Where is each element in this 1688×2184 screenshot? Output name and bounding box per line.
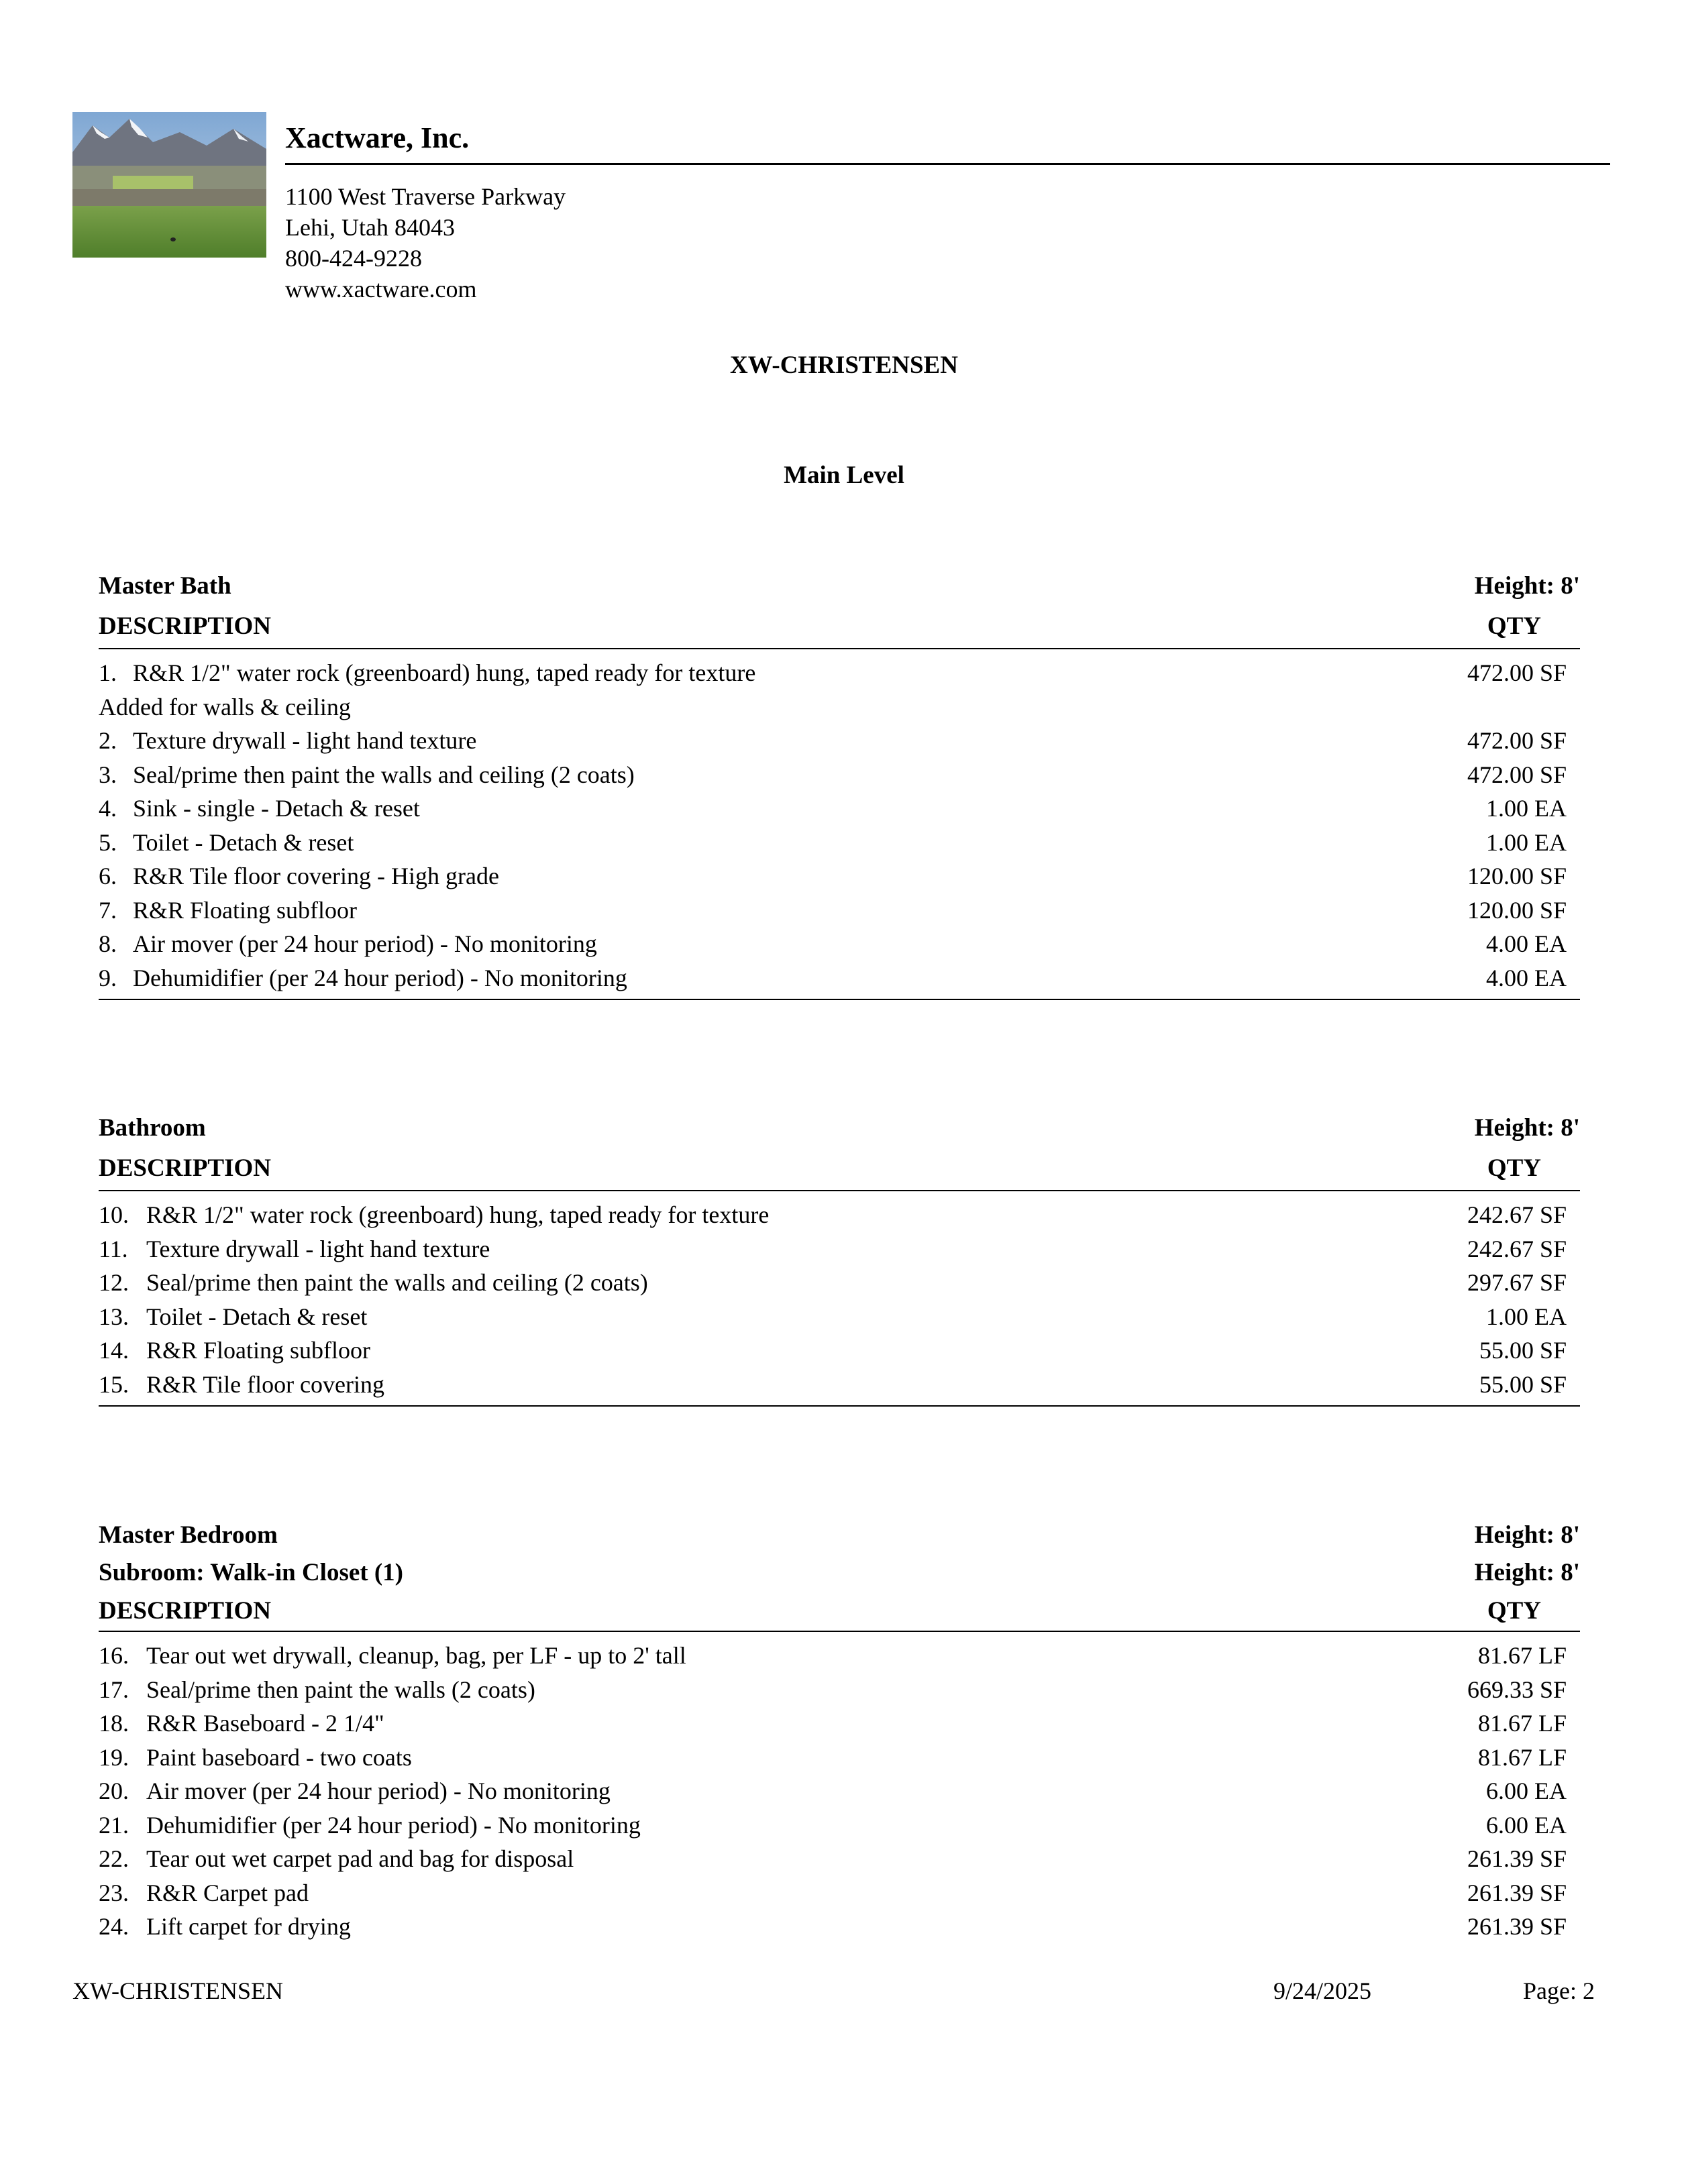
line-number: 12. [99,1269,129,1296]
company-website: www.xactware.com [285,276,477,303]
line-qty: 81.67 LF [1477,1743,1567,1771]
line-item [99,1706,1580,1741]
line-description: Sink - single - Detach & reset [133,795,420,822]
address-city: Lehi, Utah 84043 [285,214,455,241]
line-number: 3. [99,761,117,788]
line-qty: 242.67 SF [1467,1235,1567,1262]
line-qty: 1.00 EA [1486,795,1567,822]
line-number: 21. [99,1811,129,1839]
line-description: Dehumidifier (per 24 hour period) - No monitoring [133,964,627,991]
estimate-title: XW-CHRISTENSEN [730,351,958,379]
line-qty: 55.00 SF [1479,1337,1567,1364]
line-description: Toilet - Detach & reset [146,1303,368,1330]
room-name: Master Bath [99,572,231,600]
line-description: R&R Baseboard - 2 1/4" [146,1710,384,1737]
line-qty: 297.67 SF [1467,1269,1567,1296]
description-header: DESCRIPTION [99,1597,271,1625]
line-qty: 1.00 EA [1486,1303,1567,1330]
line-item [99,1333,1580,1368]
line-description: R&R Floating subfloor [146,1337,371,1364]
line-qty: 81.67 LF [1477,1642,1567,1669]
line-number: 19. [99,1743,129,1771]
line-item [99,791,1580,826]
section-master-bedroom [99,1517,1580,1944]
line-number: 13. [99,1303,129,1330]
line-description: Seal/prime then paint the walls and ceiling (2 coats) [146,1269,648,1296]
level-title: Main Level [784,461,904,489]
line-item [99,1808,1580,1843]
line-description: R&R 1/2" water rock (greenboard) hung, taped ready for texture [133,659,756,686]
line-item [99,961,1580,995]
room-name: Bathroom [99,1114,206,1142]
line-number: 16. [99,1642,129,1669]
line-description: Dehumidifier (per 24 hour period) - No monitoring [146,1811,641,1839]
line-number: 1. [99,659,117,686]
line-number: 9. [99,964,117,991]
line-description: Air mover (per 24 hour period) - No monitoring [133,930,597,957]
line-item [99,1876,1580,1910]
room-header [99,567,1580,605]
line-item [99,724,1580,758]
line-number: 15. [99,1370,129,1398]
subroom-height: Height: 8' [1474,1559,1580,1586]
company-phone: 800-424-9228 [285,245,422,272]
line-description: R&R Floating subfloor [133,896,358,924]
line-qty: 261.39 SF [1467,1913,1567,1940]
line-item [99,1774,1580,1808]
subroom-header [99,1554,1580,1592]
line-number: 6. [99,863,117,889]
line-description: Seal/prime then paint the walls and ceiling (2 coats) [133,761,635,788]
line-number: 22. [99,1845,129,1872]
line-number: 2. [99,727,117,754]
section-bathroom [99,1109,1580,1407]
line-description: R&R Tile floor covering [146,1370,385,1398]
room-height: Height: 8' [1474,1521,1580,1549]
description-header: DESCRIPTION [99,612,271,640]
line-item [99,758,1580,792]
qty-header: QTY [1487,1597,1541,1625]
line-qty: 120.00 SF [1467,863,1567,889]
description-header: DESCRIPTION [99,1154,271,1182]
line-qty: 472.00 SF [1467,659,1567,686]
line-number: 10. [99,1201,129,1228]
footer-page-number: Page: 2 [1523,1977,1595,2004]
line-qty: 261.39 SF [1467,1845,1567,1872]
column-header [99,1592,1580,1632]
room-height: Height: 8' [1474,1114,1580,1142]
line-number: 14. [99,1337,129,1364]
qty-header: QTY [1487,612,1541,640]
line-description: R&R Tile floor covering - High grade [133,863,499,889]
line-description: Texture drywall - light hand texture [146,1235,490,1262]
room-height: Height: 8' [1474,572,1580,600]
line-item [99,656,1580,690]
line-number: 7. [99,896,117,924]
line-description: Air mover (per 24 hour period) - No monitoring [146,1778,611,1804]
line-qty: 472.00 SF [1467,761,1567,788]
line-item [99,1232,1580,1266]
footer-date: 9/24/2025 [1273,1977,1372,2004]
line-description: Toilet - Detach & reset [133,828,354,856]
line-description: R&R Carpet pad [146,1879,309,1906]
line-description: Lift carpet for drying [146,1913,351,1940]
line-qty: 242.67 SF [1467,1201,1567,1228]
line-item [99,826,1580,860]
line-qty: 6.00 EA [1486,1811,1567,1839]
line-item [99,1910,1580,1944]
line-item [99,1842,1580,1876]
company-name: Xactware, Inc. [285,121,470,154]
line-item [99,1300,1580,1334]
line-qty: 1.00 EA [1486,828,1567,856]
line-qty: 472.00 SF [1467,727,1567,754]
line-number: 4. [99,795,117,822]
line-number: 5. [99,828,117,856]
line-qty: 6.00 EA [1486,1778,1567,1804]
qty-header: QTY [1487,1154,1541,1182]
column-header [99,1147,1580,1191]
line-items [99,649,1580,1000]
line-qty: 669.33 SF [1467,1676,1567,1703]
company-logo-photo [72,112,266,258]
room-header [99,1517,1580,1554]
subroom-name: Subroom: Walk-in Closet (1) [99,1559,403,1586]
line-description: R&R 1/2" water rock (greenboard) hung, taped ready for texture [146,1201,770,1228]
line-number: 24. [99,1913,129,1940]
line-qty: 261.39 SF [1467,1879,1567,1906]
line-item [99,893,1580,928]
line-number: 17. [99,1676,129,1703]
line-qty: 81.67 LF [1477,1710,1567,1737]
line-items [99,1632,1580,1944]
line-description: Texture drywall - light hand texture [133,727,477,754]
company-address [285,181,566,305]
line-number: 8. [99,930,117,957]
line-item [99,1368,1580,1402]
address-street: 1100 West Traverse Parkway [285,183,566,210]
line-description: Seal/prime then paint the walls (2 coats) [146,1676,535,1703]
footer-estimate-name: XW-CHRISTENSEN [72,1977,283,2004]
company-divider [285,163,1610,165]
line-description: Tear out wet carpet pad and bag for disposal [146,1845,574,1872]
room-header [99,1109,1580,1147]
line-item [99,1639,1580,1673]
line-qty: 55.00 SF [1479,1370,1567,1398]
line-qty: 4.00 EA [1486,964,1567,991]
line-number: 20. [99,1778,129,1804]
line-qty: 4.00 EA [1486,930,1567,957]
line-item [99,1673,1580,1707]
line-item [99,1198,1580,1232]
line-item [99,1266,1580,1300]
line-description: Paint baseboard - two coats [146,1743,412,1771]
line-qty: 120.00 SF [1467,896,1567,924]
line-description: Tear out wet drywall, cleanup, bag, per LF - up to 2' tall [146,1642,686,1669]
line-number: 11. [99,1235,128,1262]
line-number: 23. [99,1879,129,1906]
line-item [99,927,1580,961]
section-master-bath [99,567,1580,1000]
line-item [99,1741,1580,1775]
line-items [99,1191,1580,1407]
column-header [99,605,1580,649]
room-name: Master Bedroom [99,1521,278,1549]
line-number: 18. [99,1710,129,1737]
line-item [99,859,1580,893]
line-note: Added for walls & ceiling [99,693,351,720]
